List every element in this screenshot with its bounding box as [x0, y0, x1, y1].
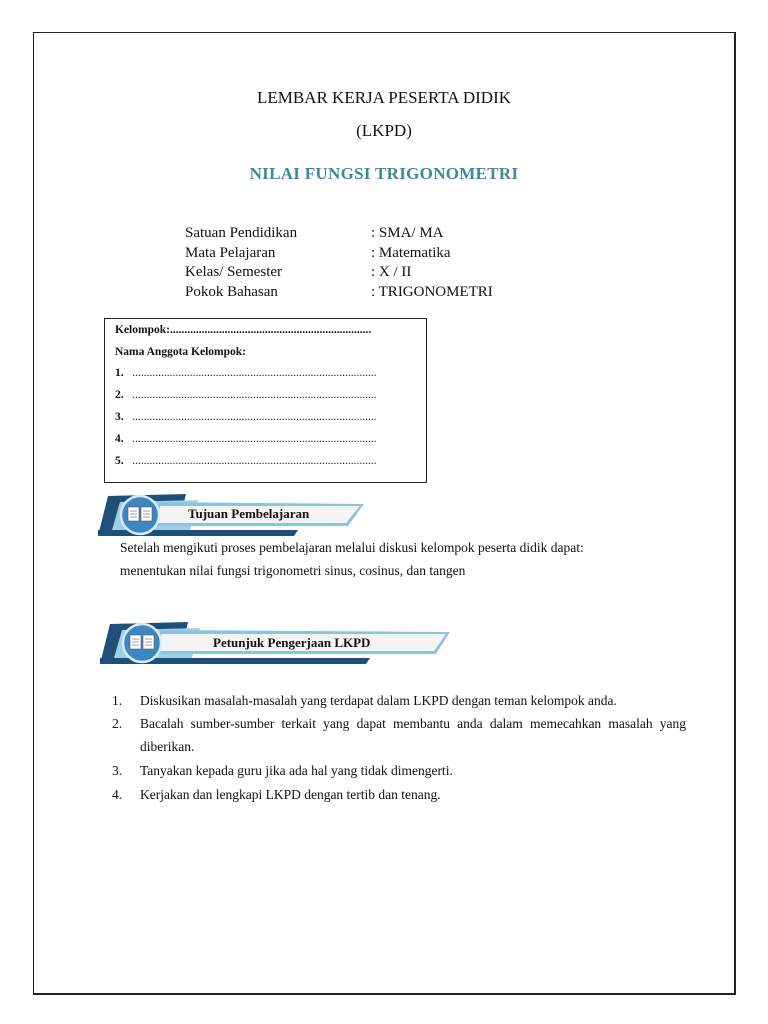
member-number: 3.	[115, 411, 124, 423]
member-blank: .....................................................................................	[132, 433, 377, 445]
book-icon	[121, 496, 159, 534]
instruction-number: 2.	[112, 716, 123, 731]
member-line[interactable]	[115, 433, 377, 445]
objectives-intro: Setelah mengikuti proses pembelajaran melalui diskusi kelompok peserta didik dapat:	[120, 540, 584, 555]
member-line[interactable]	[115, 455, 377, 467]
member-line[interactable]	[115, 367, 377, 379]
identity-value: : Matematika	[371, 244, 451, 261]
member-blank: .....................................................................................	[132, 455, 377, 467]
identity-value: : TRIGONOMETRI	[371, 283, 493, 300]
member-number: 1.	[115, 367, 124, 379]
objectives-banner	[98, 490, 368, 540]
instruction-text: Bacalah sumber-sumber terkait yang dapat membantu anda dalam memecahkan masalah yang diberikan.	[140, 716, 686, 754]
identity-label: Mata Pelajaran	[185, 244, 276, 261]
worksheet-topic: NILAI FUNGSI TRIGONOMETRI	[249, 164, 519, 183]
identity-row	[185, 263, 585, 283]
instruction-text: Kerjakan dan lengkapi LKPD dengan tertib dan tenang.	[140, 787, 441, 802]
objectives-heading: Tujuan Pembelajaran	[188, 506, 310, 521]
member-blank: .....................................................................................	[132, 411, 377, 423]
identity-row	[185, 244, 585, 264]
objectives-goal: menentukan nilai fungsi trigonometri sinus, cosinus, dan tangen	[120, 563, 466, 578]
identity-value: : SMA/ MA	[371, 225, 444, 241]
member-number: 4.	[115, 433, 124, 445]
member-blank: .....................................................................................	[132, 367, 377, 379]
identity-row	[185, 283, 585, 303]
member-number: 5.	[115, 455, 124, 467]
instruction-text: Diskusikan masalah-masalah yang terdapat dalam LKPD dengan teman kelompok anda.	[140, 693, 617, 708]
identity-label: Kelas/ Semester	[185, 264, 283, 280]
member-line[interactable]	[115, 389, 377, 401]
group-name-field[interactable]: Kelompok:......................................................................	[115, 324, 372, 336]
identity-table	[185, 224, 585, 302]
instructions-banner	[100, 618, 455, 668]
identity-value: : X / II	[371, 264, 412, 280]
worksheet-title: LEMBAR KERJA PESERTA DIDIK	[256, 88, 512, 107]
member-line[interactable]	[115, 411, 377, 423]
instruction-number: 3.	[112, 763, 123, 778]
identity-label: Pokok Bahasan	[185, 283, 278, 300]
member-number: 2.	[115, 389, 124, 401]
book-icon	[123, 624, 161, 662]
identity-row	[185, 224, 585, 244]
members-label: Nama Anggota Kelompok:	[115, 346, 246, 358]
instruction-number: 4.	[112, 787, 123, 802]
instruction-text: Tanyakan kepada guru jika ada hal yang tidak dimengerti.	[140, 763, 453, 778]
instruction-number: 1.	[112, 693, 123, 708]
instructions-heading: Petunjuk Pengerjaan LKPD	[213, 635, 371, 650]
worksheet-abbreviation: (LKPD)	[356, 121, 412, 140]
group-members-box	[104, 318, 427, 483]
member-blank: .....................................................................................	[132, 389, 377, 401]
identity-label: Satuan Pendidikan	[185, 225, 298, 241]
